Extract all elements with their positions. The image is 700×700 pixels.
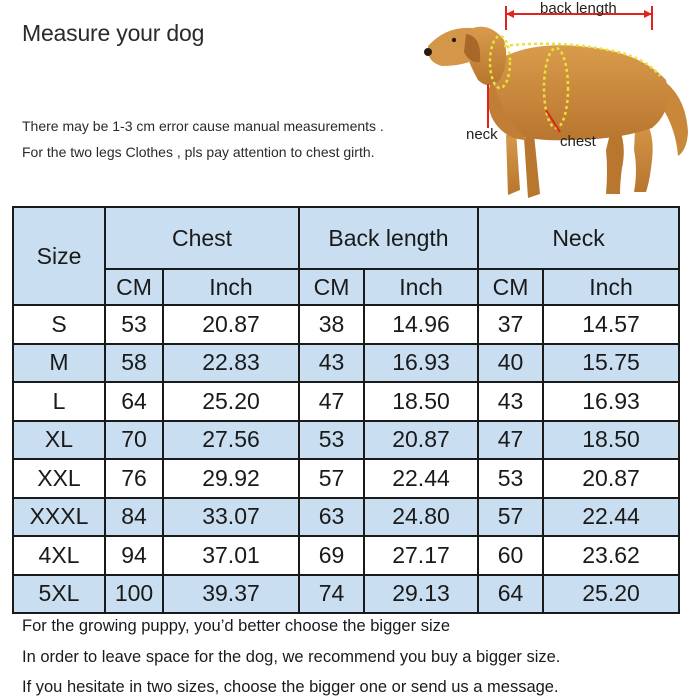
cell-back-inch: 29.13 [364, 575, 478, 614]
cell-neck-cm: 37 [478, 305, 543, 344]
cell-neck-inch: 25.20 [543, 575, 679, 614]
cell-neck-inch: 16.93 [543, 382, 679, 421]
label-chest: chest [560, 133, 596, 150]
cell-back-inch: 20.87 [364, 421, 478, 460]
table-row [13, 344, 679, 383]
cell-neck-inch: 18.50 [543, 421, 679, 460]
note-error-margin: There may be 1-3 cm error cause manual measurements . [22, 118, 384, 134]
cell-back-inch: 14.96 [364, 305, 478, 344]
footer-note-leave-space: In order to leave space for the dog, we recommend you buy a bigger size. [22, 648, 561, 666]
cell-chest-inch: 29.92 [163, 459, 299, 498]
cell-size: XXL [13, 459, 105, 498]
cell-back-cm: 53 [299, 421, 364, 460]
unit-neck-inch: Inch [543, 269, 679, 305]
table-row [13, 536, 679, 575]
cell-chest-inch: 20.87 [163, 305, 299, 344]
cell-back-cm: 47 [299, 382, 364, 421]
label-back-length: back length [540, 0, 617, 17]
cell-neck-inch: 23.62 [543, 536, 679, 575]
unit-back-cm: CM [299, 269, 364, 305]
table-row [13, 382, 679, 421]
header-chest: Chest [105, 207, 299, 269]
cell-back-inch: 27.17 [364, 536, 478, 575]
cell-chest-inch: 33.07 [163, 498, 299, 537]
cell-chest-inch: 37.01 [163, 536, 299, 575]
table-row [13, 575, 679, 614]
cell-neck-cm: 40 [478, 344, 543, 383]
cell-neck-cm: 57 [478, 498, 543, 537]
unit-chest-cm: CM [105, 269, 163, 305]
cell-chest-cm: 53 [105, 305, 163, 344]
cell-size: 4XL [13, 536, 105, 575]
cell-neck-cm: 43 [478, 382, 543, 421]
cell-back-inch: 18.50 [364, 382, 478, 421]
footer-note-growing-puppy: For the growing puppy, you’d better choose the bigger size [22, 617, 451, 635]
cell-size: XXXL [13, 498, 105, 537]
cell-neck-inch: 20.87 [543, 459, 679, 498]
cell-size: S [13, 305, 105, 344]
cell-chest-inch: 27.56 [163, 421, 299, 460]
header-neck: Neck [478, 207, 679, 269]
cell-chest-cm: 84 [105, 498, 163, 537]
unit-back-inch: Inch [364, 269, 478, 305]
cell-neck-cm: 47 [478, 421, 543, 460]
dog-measurement-illustration [408, 0, 698, 205]
header-back-length: Back length [299, 207, 478, 269]
cell-chest-cm: 70 [105, 421, 163, 460]
cell-neck-cm: 60 [478, 536, 543, 575]
cell-neck-inch: 15.75 [543, 344, 679, 383]
cell-back-cm: 43 [299, 344, 364, 383]
size-chart-table [12, 206, 680, 614]
cell-back-inch: 22.44 [364, 459, 478, 498]
cell-chest-cm: 100 [105, 575, 163, 614]
note-chest-girth: For the two legs Clothes , pls pay attention to chest girth. [22, 144, 375, 160]
cell-neck-cm: 64 [478, 575, 543, 614]
cell-back-inch: 16.93 [364, 344, 478, 383]
cell-back-inch: 24.80 [364, 498, 478, 537]
cell-neck-inch: 14.57 [543, 305, 679, 344]
cell-chest-cm: 76 [105, 459, 163, 498]
table-row [13, 305, 679, 344]
cell-size: M [13, 344, 105, 383]
cell-chest-inch: 22.83 [163, 344, 299, 383]
cell-back-cm: 57 [299, 459, 364, 498]
cell-size: XL [13, 421, 105, 460]
cell-chest-inch: 39.37 [163, 575, 299, 614]
cell-chest-cm: 94 [105, 536, 163, 575]
size-rows [13, 305, 679, 613]
cell-size: 5XL [13, 575, 105, 614]
cell-chest-cm: 58 [105, 344, 163, 383]
unit-neck-cm: CM [478, 269, 543, 305]
page-title: Measure your dog [22, 20, 205, 46]
cell-neck-cm: 53 [478, 459, 543, 498]
cell-size: L [13, 382, 105, 421]
cell-neck-inch: 22.44 [543, 498, 679, 537]
cell-chest-inch: 25.20 [163, 382, 299, 421]
cell-back-cm: 63 [299, 498, 364, 537]
table-row [13, 459, 679, 498]
cell-back-cm: 74 [299, 575, 364, 614]
cell-back-cm: 69 [299, 536, 364, 575]
footer-note-hesitate: If you hesitate in two sizes, choose the bigger one or send us a message. [22, 678, 559, 696]
table-row [13, 498, 679, 537]
table-row [13, 421, 679, 460]
unit-chest-inch: Inch [163, 269, 299, 305]
label-neck: neck [466, 126, 498, 143]
header-size: Size [13, 207, 105, 305]
cell-back-cm: 38 [299, 305, 364, 344]
cell-chest-cm: 64 [105, 382, 163, 421]
